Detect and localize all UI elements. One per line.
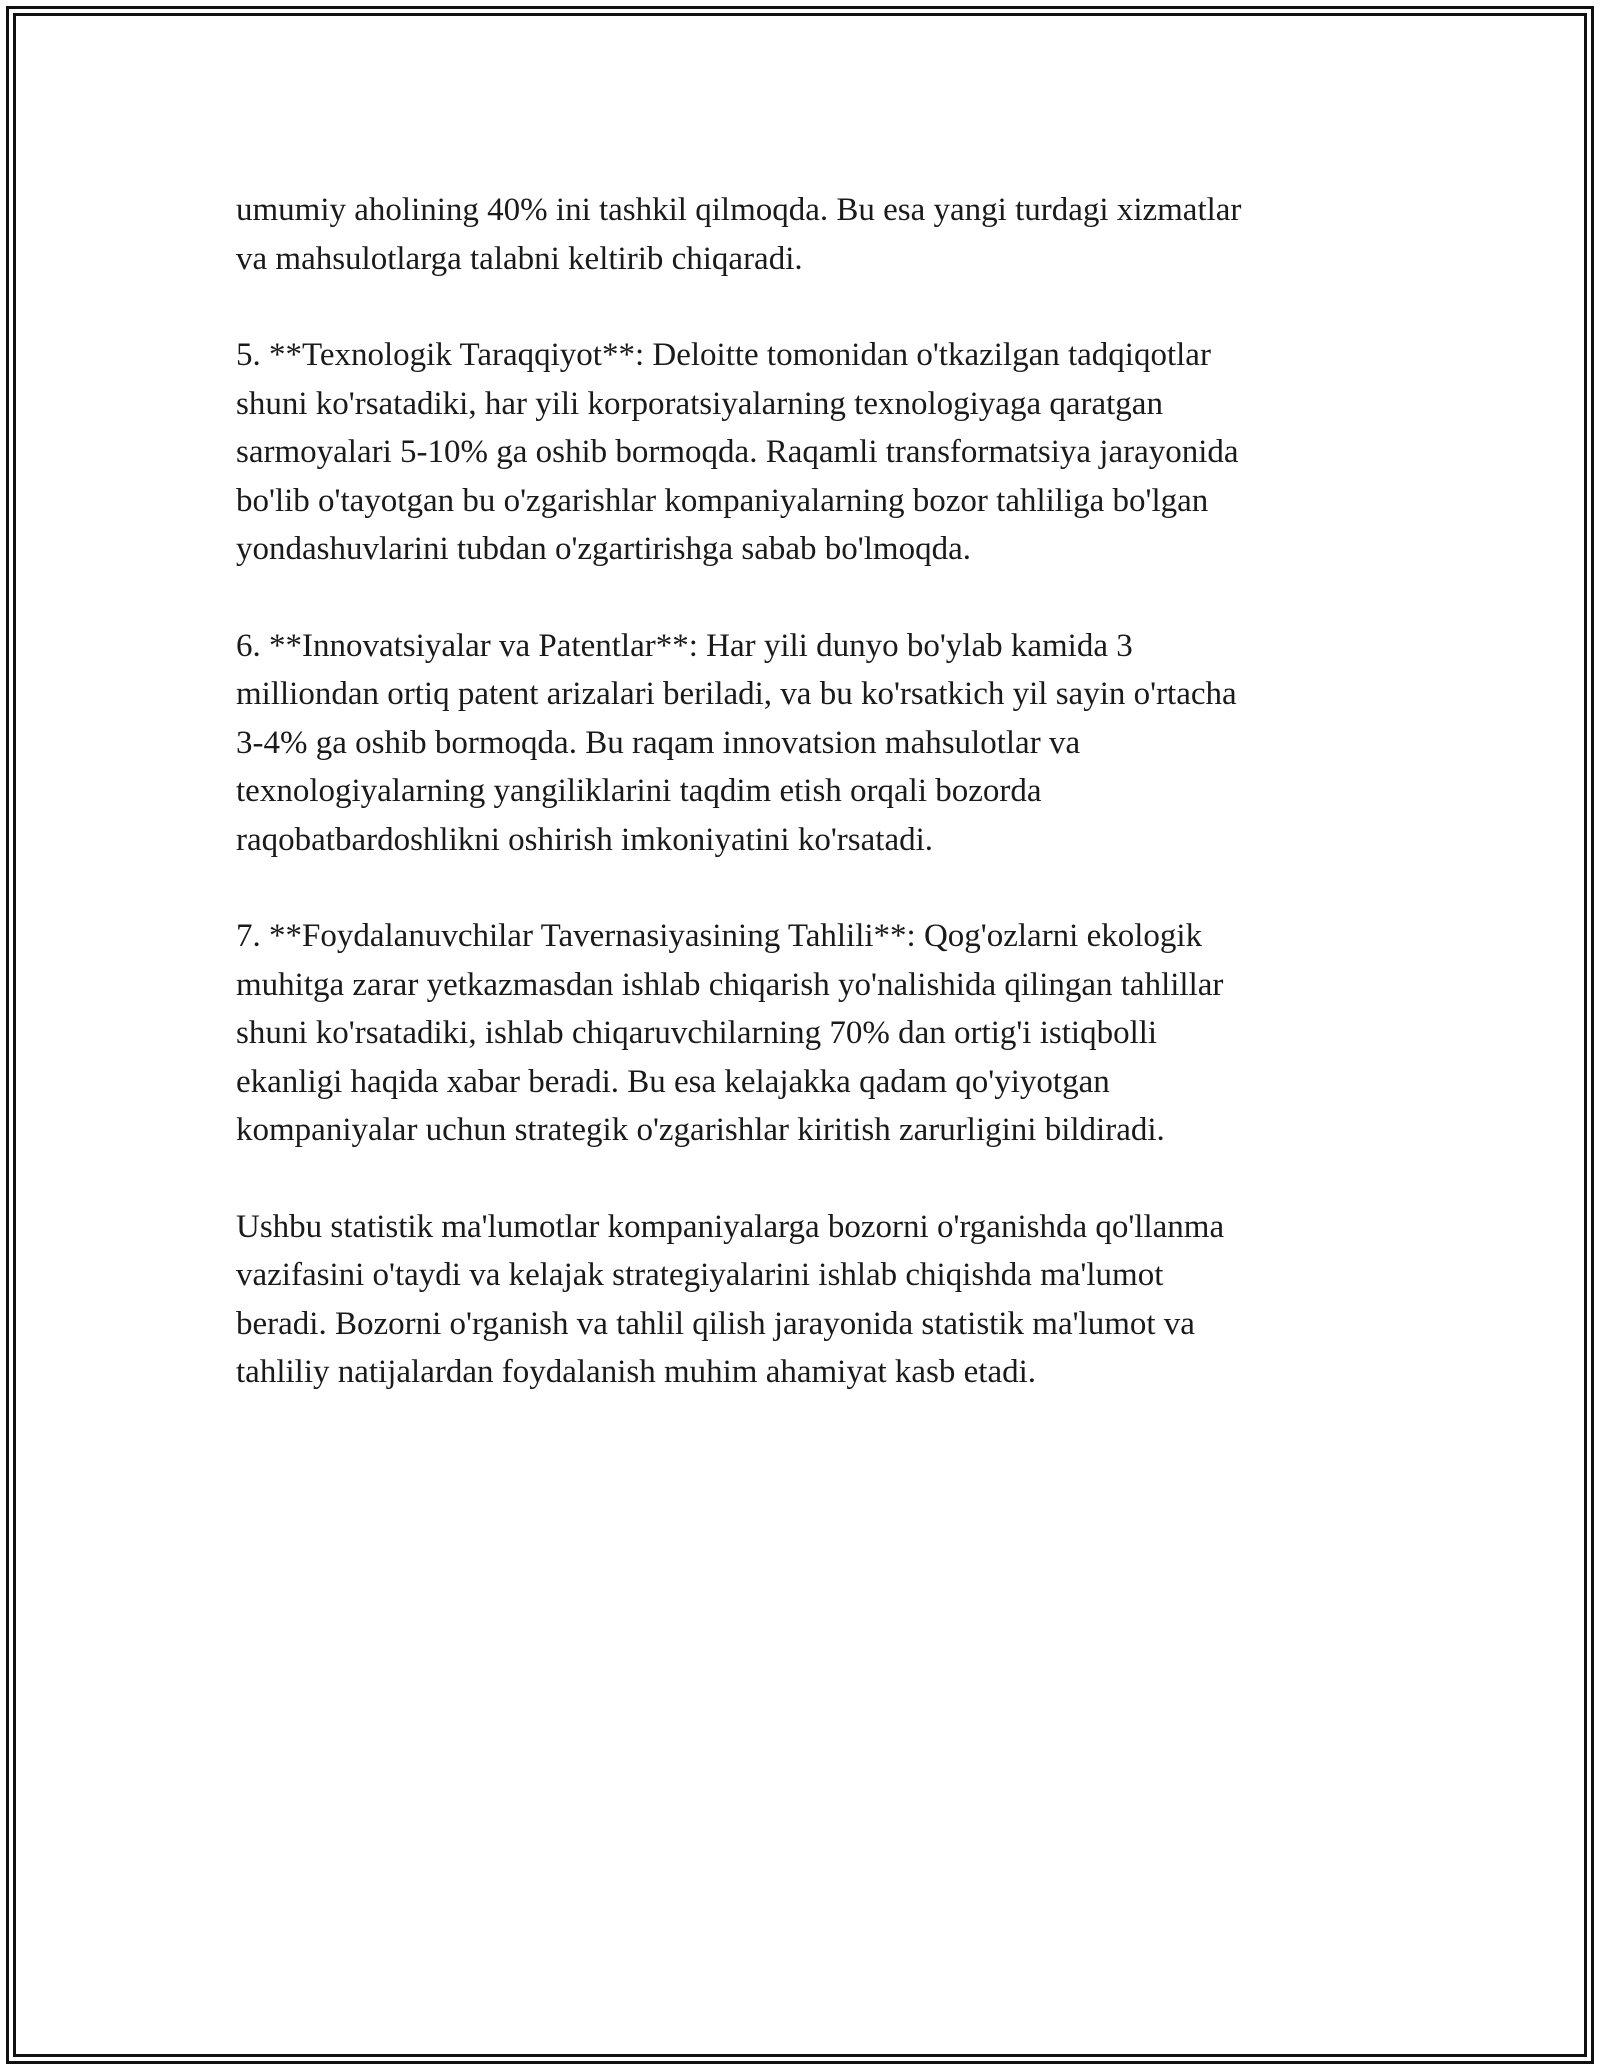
paragraph-conclusion: Ushbu statistik ma'lumotlar kompaniyalarga bozorni o'rganishda qo'llanma vazifasini o'taydi va kelajak strategiyalarini ishlab chiqishda ma'lumot beradi. Bozorni o'rganish va tahlil qilish jarayonida statistik ma'lumot va tahliliy natijalardan foydalanish muhim ahamiyat kasb etadi.: [236, 1208, 1225, 1390]
paragraph-intro-continuation: umumiy aholining 40% ini tashkil qilmoqda. Bu esa yangi turdagi xizmatlar va mahsulotlarga talabni keltirib chiqaradi.: [236, 192, 1242, 277]
paragraph-item-7-user-analysis: 7. **Foydalanuvchilar Tavernasiyasining Tahlili**: Qog'ozlarni ekologik muhitga zarar yetkazmasdan ishlab chiqarish yo'nalishida qilingan tahlillar shuni ko'rsatadiki, ishlab chiqaruvchilarning 70% dan ortig'i istiqbolli ekanligi haqida xabar beradi. Bu esa kelajakka qadam qo'yiyotgan kompaniyalar uchun strategik o'zgarishlar kiritish zarurligini bildiradi.: [236, 918, 1224, 1148]
paragraph-item-5-technological-progress: 5. **Texnologik Taraqqiyot**: Deloitte tomonidan o'tkazilgan tadqiqotlar shuni ko'rsatadiki, har yili korporatsiyalarning texnologiyaga qaratgan sarmoyalari 5-10% ga oshib bormoqda. Raqamli transformatsiya jarayonida bo'lib o'tayotgan bu o'zgarishlar kompaniyalarning bozor tahliliga bo'lgan yondashuvlarini tubdan o'zgartirishga sabab bo'lmoqda.: [236, 337, 1239, 567]
document-body: [236, 186, 1366, 1445]
paragraph-item-6-innovations-patents: 6. **Innovatsiyalar va Patentlar**: Har yili dunyo bo'ylab kamida 3 milliondan ortiq patent arizalari beriladi, va bu ko'rsatkich yil sayin o'rtacha 3-4% ga oshib bormoqda. Bu raqam innovatsion mahsulotlar va texnologiyalarning yangiliklarini taqdim etish orqali bozorda raqobatbardoshlikni oshirish imkoniyatini ko'rsatadi.: [236, 627, 1237, 858]
